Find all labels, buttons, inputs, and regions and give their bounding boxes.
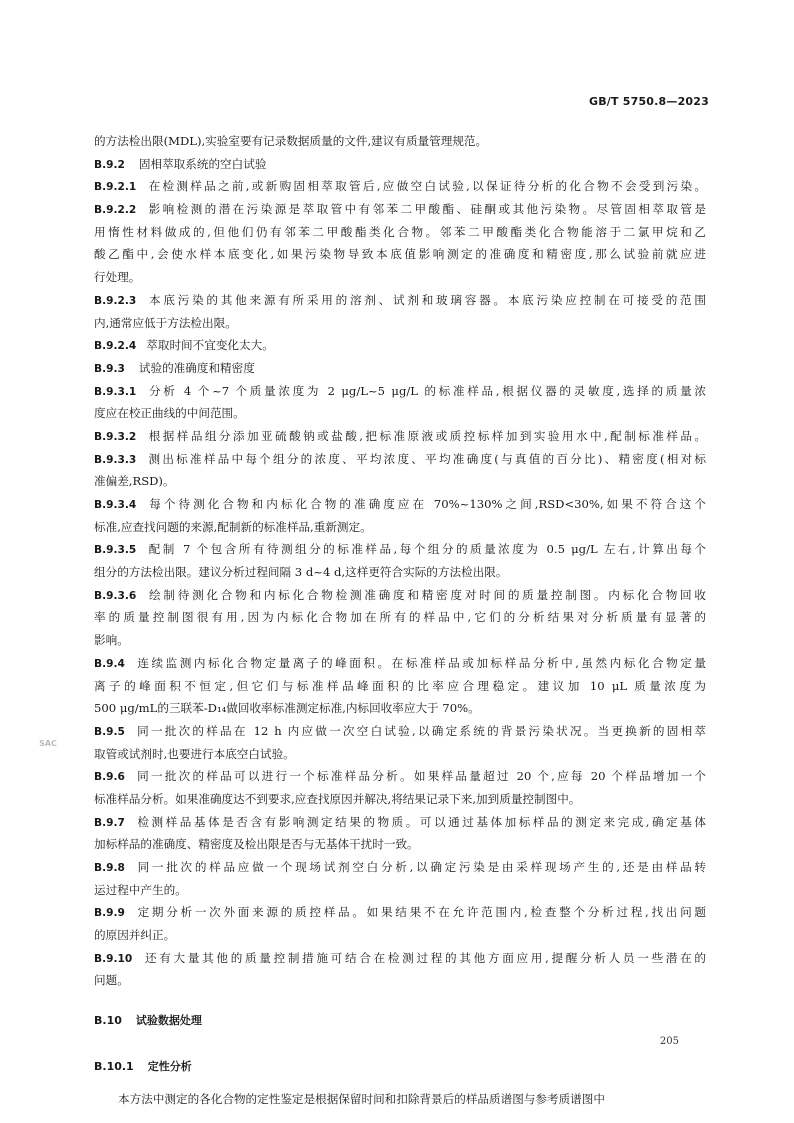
paragraph-line bbox=[94, 266, 706, 289]
clause-number: B.9.10 bbox=[94, 952, 133, 965]
clause-line bbox=[94, 652, 706, 675]
clause-text: 定期分析一次外面来源的质控样品。如果结果不在允许范围内,检查整个分析过程,找出问题 bbox=[134, 905, 706, 920]
paragraph-line bbox=[94, 833, 706, 856]
clause-text: 运过程中产生的。 bbox=[94, 882, 187, 897]
clause-line bbox=[94, 720, 706, 743]
standard-number: GB/T 5750.8—2023 bbox=[588, 95, 709, 108]
page-number: 205 bbox=[659, 1036, 679, 1047]
clause-line bbox=[94, 584, 706, 607]
clause-line bbox=[94, 811, 706, 834]
paragraph-line bbox=[94, 470, 706, 493]
paragraph-line bbox=[94, 130, 706, 153]
clause-line bbox=[94, 493, 706, 516]
clause-number: B.9.3.1 bbox=[94, 385, 137, 398]
clause-line bbox=[94, 334, 706, 357]
clause-line bbox=[94, 175, 706, 198]
clause-text: 酸乙酯中,会使水样本底变化,如果污染物导致本底值影响测定的准确度和精密度,那么试验前就应进 bbox=[94, 247, 706, 262]
clause-text: 每个待测化合物和内标化合物的准确度应在 70%~130%之间,RSD<30%,如果不符合这个 bbox=[146, 497, 706, 511]
clause-number: B.9.2 bbox=[94, 158, 125, 171]
clause-text: 固相萃取系统的空白试验 bbox=[138, 156, 267, 171]
clause-text: 率的质量控制图很有用,因为内标化合物加在所有的样品中,它们的分析结果对分析质量有显著的 bbox=[94, 610, 706, 625]
document-body bbox=[94, 130, 706, 1111]
paragraph-line bbox=[94, 879, 706, 902]
clause-number: B.9.3 bbox=[94, 362, 125, 375]
clause-text: 加标样品的准确度、精密度及检出限是否与无基体干扰时一致。 bbox=[94, 837, 419, 852]
clause-number: B.9.3.6 bbox=[94, 589, 137, 602]
clause-text: 萃取时间不宜变化太大。 bbox=[146, 338, 274, 353]
clause-line bbox=[94, 289, 706, 312]
clause-line bbox=[94, 947, 706, 970]
clause-text: 同一批次的样品应做一个现场试剂空白分析,以确定污染是由采样现场产生的,还是由样品转 bbox=[134, 860, 706, 874]
clause-text: 离子的峰面积不恒定,但它们与标准样品峰面积的比率应合理稳定。建议加 10 μL 质量浓度为 bbox=[94, 678, 706, 693]
clause-text: 绘制待测化合物和内标化合物检测准确度和精密度对时间的质量控制图。内标化合物回收 bbox=[146, 587, 706, 602]
clause-number: B.9.3.3 bbox=[94, 453, 137, 466]
clause-line bbox=[94, 765, 706, 788]
clause-text: 用惰性材料做成的,但他们仍有邻苯二甲酸酯类化合物。邻苯二甲酸酯类化合物能溶于二氯甲烷和乙 bbox=[94, 224, 706, 239]
clause-lines bbox=[94, 130, 706, 992]
clause-line bbox=[94, 198, 706, 221]
clause-number: B.9.5 bbox=[94, 725, 125, 738]
paragraph-line bbox=[94, 788, 706, 811]
paragraph-line bbox=[94, 606, 706, 629]
clause-text: 还有大量其他的质量控制措施可结合在检测过程的其他方面应用,提醒分析人员一些潜在的 bbox=[142, 950, 706, 965]
paragraph-line bbox=[94, 743, 706, 766]
paragraph-line bbox=[94, 221, 706, 244]
clause-text: 准偏差,RSD)。 bbox=[94, 474, 175, 489]
clause-text: 本底污染的其他来源有所采用的溶剂、试剂和玻璃容器。本底污染应控制在可接受的范围 bbox=[146, 292, 706, 307]
clause-number: B.9.2.2 bbox=[94, 204, 137, 217]
paragraph-line bbox=[94, 924, 706, 947]
clause-line bbox=[94, 380, 706, 403]
clause-number: B.9.8 bbox=[94, 862, 125, 874]
clause-text: 根据样品组分添加亚硫酸钠或盐酸,把标准原液或质控标样加到实验用水中,配制标准样品。 bbox=[146, 428, 706, 443]
clause-text: 组分的方法检出限。建议分析过程间隔 3 d~4 d,这样更符合实际的方法检出限。 bbox=[94, 565, 508, 580]
clause-text: 问题。 bbox=[94, 973, 129, 988]
clause-text: 的方法检出限(MDL),实验室要有记录数据质量的文件,建议有质量管理规范。 bbox=[94, 134, 488, 148]
paragraph-line bbox=[94, 697, 706, 720]
clause-number: B.9.6 bbox=[94, 771, 125, 784]
clause-number: B.9.2.1 bbox=[94, 181, 137, 194]
section-heading-b10-1 bbox=[94, 1056, 706, 1078]
clause-line bbox=[94, 856, 706, 879]
clause-line bbox=[94, 901, 706, 924]
clause-number: B.9.3.2 bbox=[94, 430, 137, 443]
clause-text: 同一批次的样品在 12 h 内应做一次空白试验,以确定系统的背景污染状况。当更换新的固相萃 bbox=[134, 723, 706, 738]
paragraph-line bbox=[94, 402, 706, 425]
clause-text: 影响。 bbox=[94, 633, 129, 648]
clause-line bbox=[94, 448, 706, 471]
clause-text: 连续监测内标化合物定量离子的峰面积。在标准样品或加标样品分析中,虽然内标化合物定量 bbox=[134, 655, 706, 670]
section-heading-b10 bbox=[94, 1010, 706, 1032]
clause-text: 行处理。 bbox=[94, 270, 141, 285]
section-number: B.10.1 bbox=[94, 1060, 134, 1074]
clause-number: B.9.2.4 bbox=[94, 340, 137, 353]
paragraph-line bbox=[94, 629, 706, 652]
paragraph-line bbox=[94, 243, 706, 266]
clause-number: B.9.4 bbox=[94, 657, 125, 670]
clause-text: 取管或试剂时,也要进行本底空白试验。 bbox=[94, 746, 295, 761]
sac-watermark: SAC bbox=[39, 739, 57, 748]
clause-line bbox=[94, 538, 706, 561]
clause-number: B.9.9 bbox=[94, 907, 125, 920]
clause-line bbox=[94, 153, 706, 176]
clause-text: 500 μg/mL的三联苯-D₁₄做回收率标准测定标准,内标回收率应大于 70%。 bbox=[94, 701, 480, 716]
clause-text: 影响检测的潜在污染源是萃取管中有邻苯二甲酸酯、硅酮或其他污染物。尽管固相萃取管是 bbox=[146, 202, 706, 217]
section-number: B.10 bbox=[94, 1014, 122, 1028]
clause-text: 配制 7 个包含所有待测组分的标准样品,每个组分的质量浓度为 0.5 μg/L 左右,计算出每个 bbox=[146, 542, 706, 557]
clause-text: 测出标准样品中每个组分的浓度、平均浓度、平均准确度(与真值的百分比)、精密度(相对标 bbox=[146, 451, 706, 466]
clause-number: B.9.3.5 bbox=[94, 544, 137, 557]
clause-text: 检测样品基体是否含有影响测定结果的物质。可以通过基体加标样品的测定来完成,确定基体 bbox=[134, 814, 706, 829]
paragraph-line bbox=[94, 675, 706, 698]
paragraph-line: 本方法中测定的各化合物的定性鉴定是根据保留时间和扣除背景后的样品质谱图与参考质谱图中 bbox=[118, 1092, 605, 1107]
clause-number: B.9.3.4 bbox=[94, 499, 137, 511]
section-title: 试验数据处理 bbox=[135, 1014, 202, 1028]
clause-text: 分析 4 个~7 个质量浓度为 2 μg/L~5 μg/L 的标准样品,根据仪器的灵敏度,选择的质量浓 bbox=[146, 383, 706, 398]
clause-text: 在检测样品之前,或新购固相萃取管后,应做空白试验,以保证待分析的化合物不会受到污染。 bbox=[146, 179, 706, 194]
section-title: 定性分析 bbox=[147, 1060, 192, 1074]
paragraph-line bbox=[94, 561, 706, 584]
paragraph-line bbox=[94, 516, 706, 539]
clause-number: B.9.7 bbox=[94, 816, 125, 829]
clause-text: 标准样品分析。如果准确度达不到要求,应查找原因并解决,将结果记录下来,加到质量控制图中。 bbox=[94, 791, 581, 806]
clause-line bbox=[94, 357, 706, 380]
clause-text: 标准,应查找问题的来源,配制新的标准样品,重新测定。 bbox=[94, 519, 372, 534]
clause-number: B.9.2.3 bbox=[94, 294, 137, 307]
clause-line bbox=[94, 425, 706, 448]
paragraph-line bbox=[94, 312, 706, 335]
clause-text: 同一批次的样品可以进行一个标准样品分析。如果样品量超过 20 个,应每 20 个样品增加一个 bbox=[134, 769, 706, 784]
clause-text: 试验的准确度和精密度 bbox=[138, 360, 255, 375]
clause-text: 度应在校正曲线的中间范围。 bbox=[94, 406, 245, 421]
paragraph-line bbox=[94, 969, 706, 992]
clause-text: 内,通常应低于方法检出限。 bbox=[94, 315, 237, 330]
clause-text: 的原因并纠正。 bbox=[94, 928, 176, 943]
